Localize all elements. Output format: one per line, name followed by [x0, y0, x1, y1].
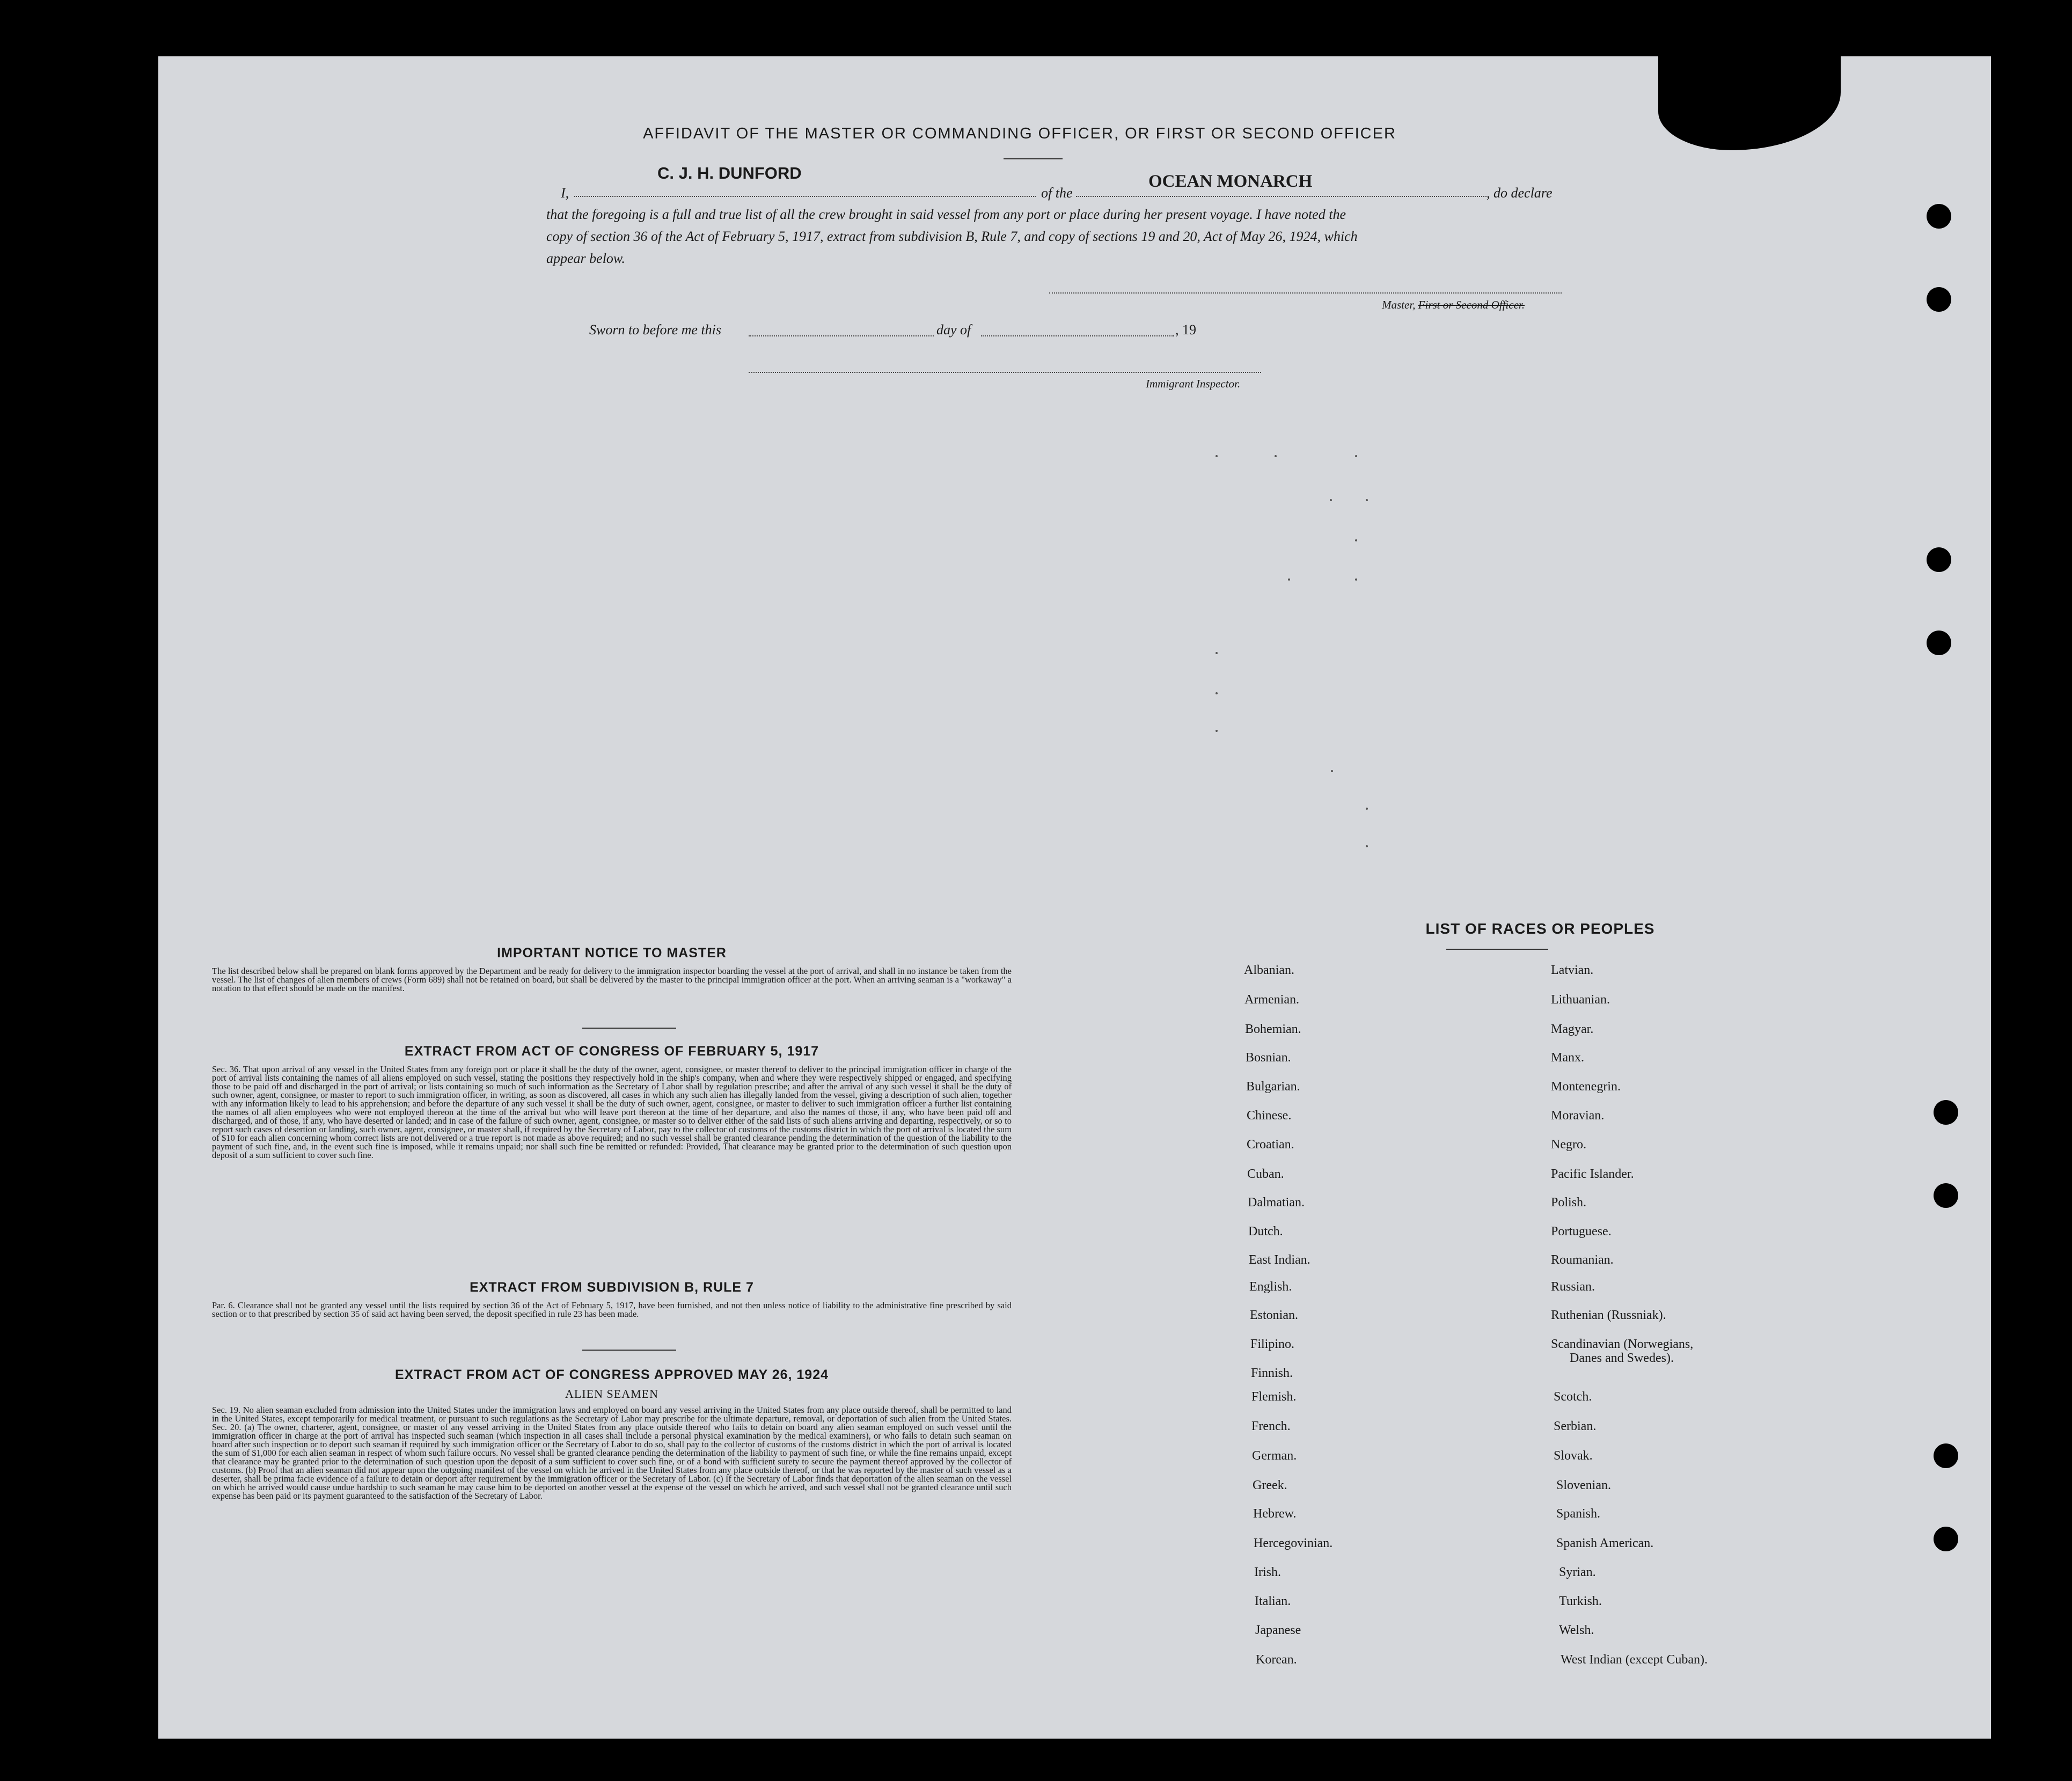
race-item: Turkish. [1559, 1594, 1602, 1608]
master-signature-line [1049, 292, 1562, 294]
punch-hole [1927, 631, 1951, 655]
race-item: Estonian. [1250, 1308, 1298, 1322]
punch-hole [1934, 1100, 1958, 1125]
race-item: Chinese. [1247, 1109, 1292, 1123]
race-item: Scandinavian (Norwegians, [1551, 1337, 1694, 1351]
notice-text: The list described below shall be prepared on blank forms approved by the Department and be ready for delivery to the immigration inspector boarding the vessel at the port of arrival, and shall in no instance be taken from the vessel. The list of changes of alien members of crews (Form 689) shall not be retained on board, but shall be delivered by the master to the principal immigration officer at the port. When an arriving seaman is a "workaway" a notation to that effect should be made on the manifest. [212, 966, 1012, 993]
race-item: Bulgarian. [1246, 1080, 1300, 1094]
sworn-label: Sworn to before me this [589, 322, 722, 338]
signature-caption [1382, 298, 1525, 312]
race-item: Korean. [1256, 1653, 1297, 1667]
vessel-name: OCEAN MONARCH [1148, 172, 1313, 191]
race-item: Hercegovinian. [1254, 1536, 1333, 1550]
declare-label: , do declare [1487, 185, 1553, 201]
race-item: Greek. [1253, 1478, 1287, 1492]
race-item: Roumanian. [1551, 1253, 1614, 1267]
punch-hole [1934, 1443, 1958, 1468]
race-item: German. [1252, 1449, 1297, 1463]
year-label: , 19 [1175, 322, 1196, 338]
race-item: Bosnian. [1246, 1051, 1291, 1065]
race-item: Albanian. [1244, 963, 1294, 977]
punch-hole [1927, 287, 1951, 312]
extract-1917-text: Sec. 36. That upon arrival of any vessel in the United States from any foreign port or place it shall be the duty of the owner, agent, consignee, or master thereof to deliver to the principal immigration officer in charge of the port of arrival lists containing the names of all aliens employed on such vessel, stating the positions they respectively hold in the ship's company, when and where they were respectively shipped or engaged, and specifying those to be paid off and discharged in the port of arrival; or lists containing so much of such information as the Secretary of Labor shall by regulation prescribe; and after the arrival of any such vessel it shall be the duty of such owner, agent, consignee, or master to report to such immigration officer, in writing, as soon as discovered, all cases in which any such alien has illegally landed from the vessel, giving a description of such alien, together with any information likely to lead to his apprehension; and before the departure of any such vessel it shall be the duty of such owner, agent, consignee, or master to deliver to such immigration officer a further list containing the names of all alien employees who were not employed thereon at the time of the arrival but who will leave port thereon at the time of her departure, and also the names of those, if any, who have been paid off and discharged, and of those, if any, who have deserted or landed; and in case of the failure of such owner, agent, consignee, or master so to deliver either of the said lists of such aliens arriving and departing, respectively, or so to report such cases of desertion or landing, such owner, agent, consignee, or master shall, if required by the Secretary of Labor, pay to the collector of customs of the customs district in which the port of arrival is located the sum of $10 for each alien concerning whom correct lists are not delivered or a true report is not made as above required; and no such vessel shall be granted clearance pending the determination of the question of the liability to the payment of such fine, and, in the event such fine is imposed, while it remains unpaid; nor shall such fine be remitted or refunded: Provided, That clearance may be granted prior to the determination of such question upon deposit of a sum sufficient to cover such fine. [212, 1064, 1012, 1160]
race-item: Irish. [1254, 1565, 1281, 1579]
master-name: C. J. H. DUNFORD [657, 164, 802, 182]
race-item: Pacific Islander. [1551, 1167, 1634, 1181]
signature-caption-officer: First or Second Officer. [1418, 298, 1525, 311]
race-item: Finnish. [1251, 1366, 1293, 1380]
statement-line-2: copy of section 36 of the Act of February 5, 1917, extract from subdivision B, Rule 7, and copy of sections 19 and 20, Act of May 26, 1924, which [546, 229, 1358, 244]
race-item: Welsh. [1559, 1623, 1594, 1637]
race-item: French. [1251, 1419, 1291, 1433]
race-item: Moravian. [1551, 1109, 1605, 1123]
race-item: Slovak. [1554, 1449, 1593, 1463]
race-item: Dutch. [1248, 1225, 1283, 1238]
race-item: Slovenian. [1556, 1478, 1611, 1492]
races-title: LIST OF RACES OR PEOPLES [1425, 920, 1655, 937]
race-item: Serbian. [1554, 1419, 1597, 1433]
race-item: Italian. [1255, 1594, 1291, 1608]
extract-rule7-title: EXTRACT FROM SUBDIVISION B, RULE 7 [470, 1280, 754, 1295]
notice-title: IMPORTANT NOTICE TO MASTER [497, 946, 727, 961]
race-item: Dalmatian. [1248, 1196, 1305, 1210]
inspector-caption: Immigrant Inspector. [1146, 377, 1241, 390]
punch-hole [1934, 1183, 1958, 1208]
affidavit-title: AFFIDAVIT OF THE MASTER OR COMMANDING OFFICER, OR FIRST OR SECOND OFFICER [643, 125, 1396, 142]
race-item: Russian. [1551, 1280, 1595, 1294]
extract-1924-title: EXTRACT FROM ACT OF CONGRESS APPROVED MAY 26, 1924 [394, 1367, 829, 1382]
i-label: I, [561, 185, 569, 201]
statement-line-1: that the foregoing is a full and true list of all the crew brought in said vessel from any port or place during her present voyage. I have noted the [546, 207, 1346, 222]
race-item: English. [1249, 1280, 1292, 1294]
race-item: Scotch. [1554, 1390, 1592, 1404]
of-the-label: of the [1041, 185, 1073, 201]
race-item: Flemish. [1251, 1390, 1297, 1404]
signature-caption-master: Master, [1382, 298, 1418, 311]
race-item: West Indian (except Cuban). [1561, 1653, 1708, 1667]
race-item: Croatian. [1247, 1138, 1294, 1152]
inspector-signature-line [749, 372, 1261, 373]
race-item: Japanese [1255, 1623, 1301, 1637]
race-item: Cuban. [1247, 1167, 1284, 1181]
race-item: Syrian. [1559, 1565, 1596, 1579]
race-item: East Indian. [1249, 1253, 1310, 1267]
race-item: Filipino. [1250, 1337, 1295, 1351]
race-item: Magyar. [1551, 1022, 1594, 1036]
day-of-label: day of [936, 322, 971, 338]
race-item: Portuguese. [1551, 1225, 1612, 1238]
race-item: Polish. [1551, 1196, 1587, 1210]
race-item: Ruthenian (Russniak). [1551, 1308, 1666, 1322]
extract-1924-subtitle: ALIEN SEAMEN [565, 1387, 658, 1401]
extract-1917-title: EXTRACT FROM ACT OF CONGRESS OF FEBRUARY 5, 1917 [404, 1044, 819, 1059]
race-item: Latvian. [1551, 963, 1594, 977]
race-item: Bohemian. [1245, 1022, 1301, 1036]
race-item: Spanish American. [1556, 1536, 1654, 1550]
race-item: Danes and Swedes). [1570, 1351, 1674, 1365]
race-item: Negro. [1551, 1138, 1586, 1152]
race-item: Hebrew. [1253, 1507, 1297, 1521]
punch-hole [1927, 204, 1951, 229]
punch-hole [1927, 547, 1951, 572]
race-item: Armenian. [1244, 993, 1299, 1007]
extract-rule7-text: Par. 6. Clearance shall not be granted any vessel until the lists required by section 36 of the Act of February 5, 1917, have been furnished, and not then unless notice of liability to the administrative fine prescribed by said section or to that prescribed by section 35 of said act having been served, the deposit specified in rule 23 has been made. [212, 1300, 1012, 1319]
race-item: Spanish. [1556, 1507, 1601, 1521]
race-item: Lithuanian. [1551, 993, 1610, 1007]
race-item: Manx. [1551, 1051, 1584, 1065]
statement-line-3: appear below. [546, 251, 625, 266]
punch-hole [1934, 1527, 1958, 1551]
extract-1924-text: Sec. 19. No alien seaman excluded from admission into the United States under the immigration laws and employed on board any vessel arriving in the United States from any place outside thereof, shall be permitted to land in the United States, except temporarily for medical treatment, or pursuant to such regulations as the Secretary of Labor may prescribe for the ultimate departure, removal, or deportation of such alien from the United States. Sec. 20. (a) The owner, charterer, agent, consignee, or master of any vessel arriving in the United States from any place outside thereof who fails to detain on board any alien seaman employed on such vessel until the immigration officer in charge at the port of arrival has inspected such seaman (which inspection in all cases shall include a personal physical examination by the medical examiners), or who fails to detain such seaman on board after such inspection or to deport such seaman if required by such immigration officer or the Secretary of Labor to do so, shall pay to the collector of customs of the customs district in which the port of arrival is located the sum of $1,000 for each alien seaman in respect of whom such failure occurs. No vessel shall be granted clearance pending the determination of the liability to payment of such fine, or while the fine remains unpaid, except that clearance may be granted prior to the determination of such question upon the deposit of a sum sufficient to cover such fine, or of a bond with sufficient surety to secure the payment thereof approved by the collector of customs. (b) Proof that an alien seaman did not appear upon the outgoing manifest of the vessel on which he arrived in the United States from any place outside thereof, or that he was reported by the master of such vessel as a deserter, shall be prima facie evidence of a failure to detain or deport after requirement by the immigration officer or the Secretary of Labor. (c) If the Secretary of Labor finds that deportation of the alien seaman on the vessel on which he arrived would cause undue hardship to such seaman he may cause him to be deported on another vessel at the expense of the vessel on which he arrived, and such vessel shall not be granted clearance until such expense has been paid or its payment guaranteed to the satisfaction of the Secretary of Labor. [212, 1405, 1012, 1501]
race-item: Montenegrin. [1551, 1080, 1621, 1094]
